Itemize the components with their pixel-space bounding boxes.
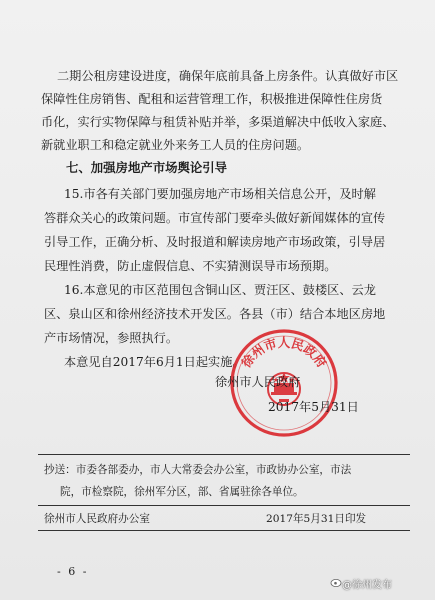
divider	[38, 454, 410, 455]
cc-line: 院，市检察院，徐州军分区，部、省属驻徐各单位。	[60, 486, 304, 498]
watermark: @徐州发布	[342, 580, 392, 591]
divider	[38, 530, 410, 531]
signature-date: 2017年5月31日	[268, 400, 359, 414]
page-number: - 6 -	[57, 565, 89, 578]
print-date: 2017年5月31日印发	[266, 513, 367, 525]
issuing-office: 徐州市人民政府办公室	[44, 513, 150, 525]
cc-line: 抄送：市委各部委办，市人大常委会办公室，市政协办公室，市法	[44, 464, 352, 476]
paragraph-16-line: 区、泉山区和徐州经济技术开发区。各县（市）结合本地区房地	[44, 307, 386, 321]
body-line: 新就业职工和稳定就业外来务工人员的住房问题。	[41, 138, 310, 152]
weibo-icon	[330, 576, 342, 588]
seal-text: 徐州市人民政府	[238, 335, 330, 371]
section-heading: 七、加强房地产市场舆论引导	[66, 160, 228, 175]
signature-org: 徐州市人民政府	[215, 375, 301, 389]
paragraph-15-line: 答群众关心的政策问题。市宣传部门要牵头做好新闻媒体的宣传	[44, 211, 386, 225]
paragraph-15-line: 民理性消费，防止虚假信息、不实猜测误导市场预期。	[44, 259, 337, 273]
divider	[38, 505, 410, 506]
body-line: 二期公租房建设进度，确保年底前具备上房条件。认真做好市区	[57, 69, 399, 83]
paragraph-16-line: 产市场情况，参照执行。	[44, 331, 179, 345]
body-line: 保障性住房销售、配租和运营管理工作，积极推进保障性住房货	[41, 92, 383, 106]
effective-date-line: 本意见自2017年6月1日起实施。	[64, 355, 245, 369]
paragraph-15-line: 引导工作，正确分析、及时报道和解读房地产市场政策，引导居	[44, 235, 386, 249]
body-line: 币化，实行实物保障与租赁补贴并举，多渠道解决中低收入家庭、	[41, 115, 395, 129]
paragraph-16-line: 16.本意见的市区范围包含铜山区、贾汪区、鼓楼区、云龙	[64, 283, 376, 297]
paragraph-15-line: 15.市各有关部门要加强房地产市场相关信息公开，及时解	[64, 187, 376, 201]
